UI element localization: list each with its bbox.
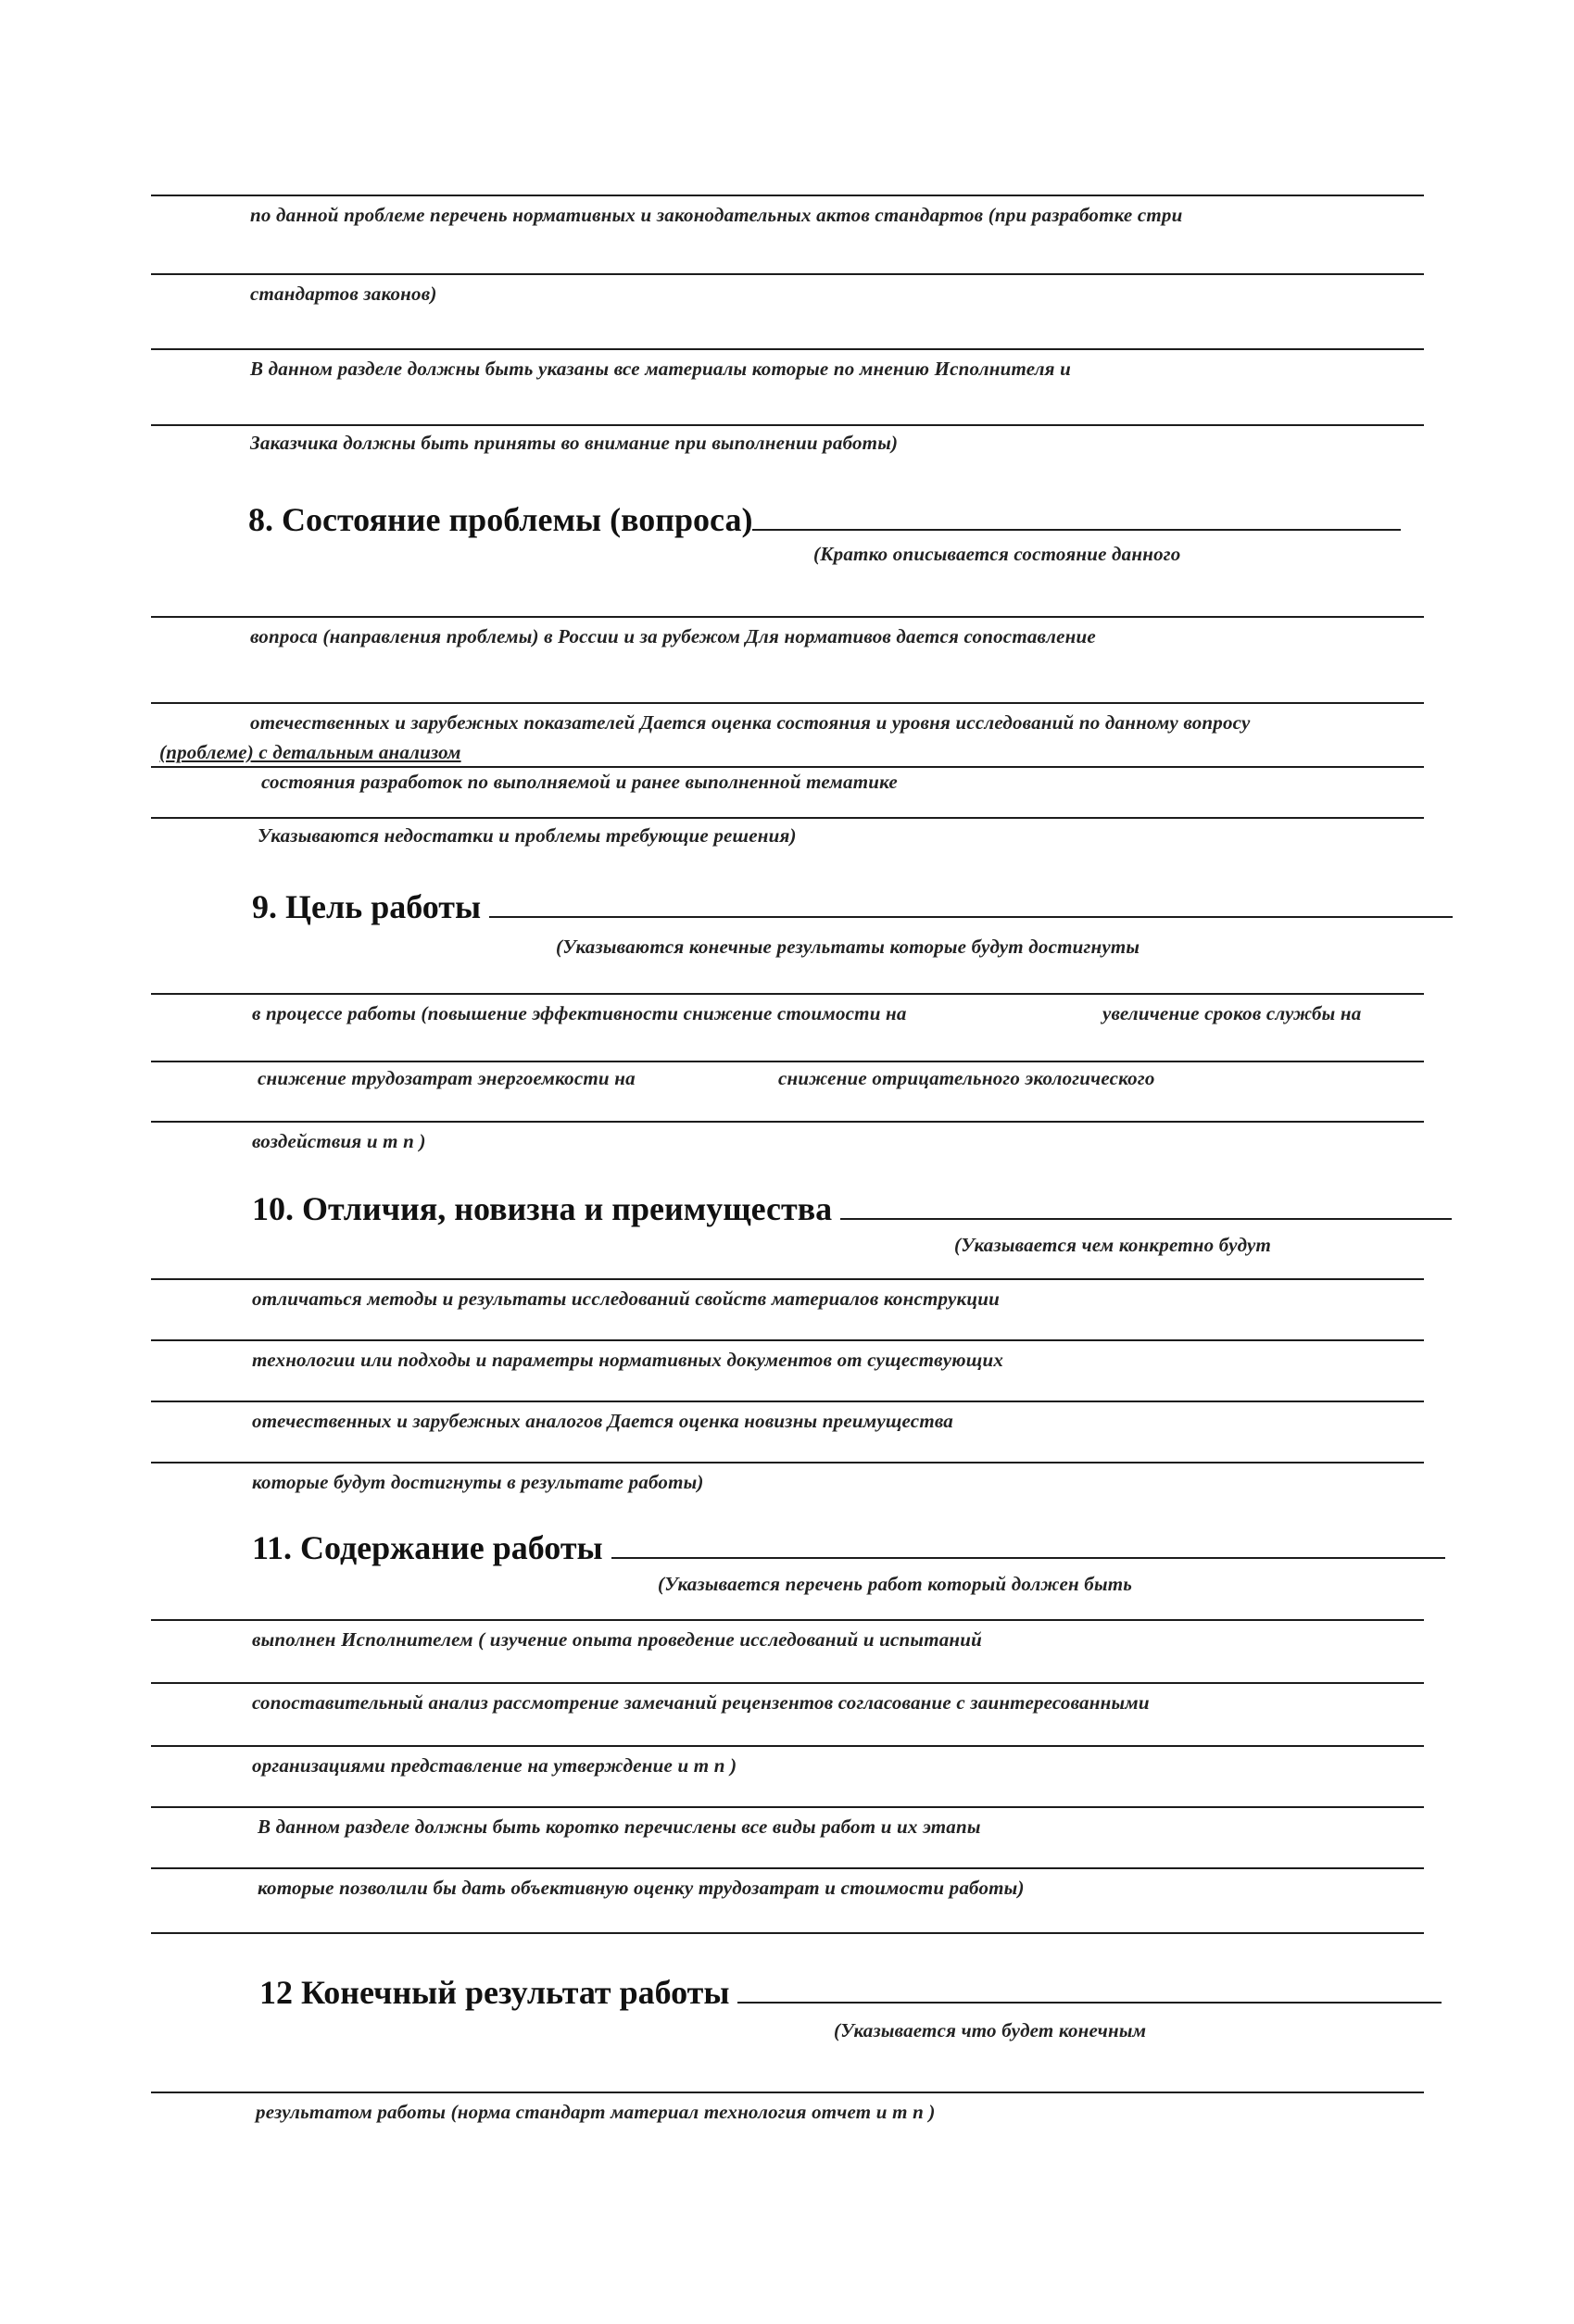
note-line: В данном разделе должны быть коротко перечислены все виды работ и их этапы — [258, 1815, 981, 1838]
fill-line — [151, 424, 1424, 426]
section-8-heading — [248, 500, 1401, 539]
answer-blank[interactable] — [489, 916, 1453, 918]
fill-line — [151, 273, 1424, 275]
fill-line — [151, 2092, 1424, 2093]
fill-line — [151, 1932, 1424, 1934]
note-line: которые позволили бы дать объективную оценку трудозатрат и стоимости работы) — [258, 1877, 1025, 1899]
note-line: снижение трудозатрат энергоемкости на — [258, 1067, 636, 1089]
section-8-hint: (Кратко описывается состояние данного — [813, 543, 1181, 565]
fill-line — [151, 993, 1424, 995]
fill-line — [151, 1619, 1424, 1621]
note-line: результатом работы (норма стандарт материал технология отчет и т п ) — [256, 2101, 936, 2123]
note-line: отечественных и зарубежных аналогов Дается оценка новизны преимущества — [252, 1410, 953, 1432]
fill-line — [151, 1806, 1424, 1808]
fill-line — [151, 616, 1424, 618]
section-10-title: 10. Отличия, новизна и преимущества — [252, 1190, 833, 1227]
section-10-hint: (Указывается чем конкретно будут — [954, 1234, 1272, 1256]
fill-line — [151, 1278, 1424, 1280]
note-line: отечественных и зарубежных показателей Дается оценка состояния и уровня исследований по данному вопросу — [250, 711, 1251, 734]
fill-line — [151, 195, 1424, 196]
note-line: (проблеме) с детальным анализом — [159, 741, 461, 763]
note-line: состояния разработок по выполняемой и ранее выполненной тематике — [261, 771, 898, 793]
section-9-title: 9. Цель работы — [252, 888, 482, 925]
fill-line — [151, 1867, 1424, 1869]
section-12-hint: (Указывается что будет конечным — [834, 2019, 1147, 2041]
note-line: Заказчика должны быть приняты во внимание при выполнении работы) — [250, 432, 899, 454]
section-11-heading — [252, 1528, 1445, 1567]
fill-line — [151, 1401, 1424, 1402]
note-line: которые будут достигнуты в результате работы) — [252, 1471, 704, 1493]
note-line: увеличение сроков службы на — [1102, 1002, 1362, 1024]
section-11-title: 11. Содержание работы — [252, 1529, 603, 1566]
section-12-heading — [259, 1973, 1442, 2012]
section-11-hint: (Указывается перечень работ который должен быть — [658, 1573, 1133, 1595]
section-9-hint: (Указываются конечные результаты которые будут достигнуты — [556, 936, 1140, 958]
fill-line — [151, 817, 1424, 819]
note-line: в процессе работы (повышение эффективности снижение стоимости на — [252, 1002, 907, 1024]
fill-line — [151, 1121, 1424, 1123]
answer-blank[interactable] — [611, 1557, 1445, 1559]
section-12-title: 12 Конечный результат работы — [259, 1974, 730, 2011]
section-8-title: 8. Состояние проблемы (вопроса) — [248, 501, 753, 538]
note-line: по данной проблеме перечень нормативных и законодательных актов стандартов (при разработке стри — [250, 204, 1183, 226]
fill-line — [151, 348, 1424, 350]
fill-line — [151, 1462, 1424, 1463]
note-line: сопоставительный анализ рассмотрение замечаний рецензентов согласование с заинтересованными — [252, 1691, 1150, 1714]
fill-line — [151, 702, 1424, 704]
note-line: воздействия и т п ) — [252, 1130, 426, 1152]
answer-blank[interactable] — [840, 1218, 1452, 1220]
section-10-heading — [252, 1189, 1452, 1228]
note-line: стандартов законов) — [250, 283, 437, 305]
answer-blank[interactable] — [737, 2002, 1442, 2004]
fill-line — [151, 1745, 1424, 1747]
note-line: В данном разделе должны быть указаны все материалы которые по мнению Исполнителя и — [250, 358, 1072, 380]
fill-line — [151, 766, 1424, 768]
note-line: организациями представление на утверждение и т п ) — [252, 1754, 737, 1777]
note-line: выполнен Исполнителем ( изучение опыта проведение исследований и испытаний — [252, 1628, 983, 1651]
section-9-heading — [252, 887, 1453, 926]
fill-line — [151, 1682, 1424, 1684]
note-line: снижение отрицательного экологического — [778, 1067, 1155, 1089]
fill-line — [151, 1061, 1424, 1062]
note-line: вопроса (направления проблемы) в России и за рубежом Для нормативов дается сопоставление — [250, 625, 1096, 647]
note-line: Указываются недостатки и проблемы требующие решения) — [258, 824, 797, 847]
note-line: отличаться методы и результаты исследований свойств материалов конструкции — [252, 1288, 1000, 1310]
fill-line — [151, 1339, 1424, 1341]
note-line: технологии или подходы и параметры нормативных документов от существующих — [252, 1349, 1004, 1371]
answer-blank[interactable] — [752, 529, 1401, 531]
